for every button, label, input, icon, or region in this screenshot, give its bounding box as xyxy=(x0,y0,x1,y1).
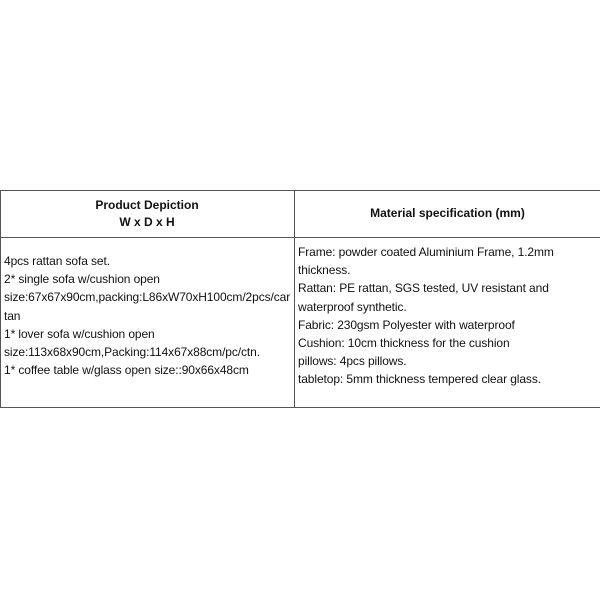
material-line: Frame: powder coated Aluminium Frame, 1.2mm xyxy=(298,245,554,259)
material-header-cell xyxy=(295,190,600,237)
product-header-title: Product Depiction xyxy=(95,197,199,212)
header-divider xyxy=(0,237,600,238)
product-line: size:67x67x90cm,packing:L86xW70xH100cm/2pcs/car xyxy=(4,290,291,305)
material-line: Rattan: PE rattan, SGS tested, UV resistant and xyxy=(298,281,549,296)
product-line: tan xyxy=(4,308,21,323)
material-line: Fabric: 230gsm Polyester with waterproof xyxy=(298,317,515,332)
material-header-title: Material specification (mm) xyxy=(370,206,525,220)
product-line: size:113x68x90cm,Packing:114x67x88cm/pc/ctn. xyxy=(4,345,260,360)
material-line: tabletop: 5mm thickness tempered clear glass. xyxy=(298,372,541,387)
product-header-subtitle: W x D x H xyxy=(119,214,175,229)
material-line: waterproof synthetic. xyxy=(298,299,407,314)
product-line: 1* coffee table w/glass open size::90x66x48cm xyxy=(4,363,249,378)
material-specification-cell xyxy=(298,243,598,389)
material-line: thickness. xyxy=(298,263,351,278)
table-bottom-border xyxy=(0,407,600,408)
product-line: 4pcs rattan sofa set. xyxy=(4,254,110,268)
material-line: Cushion: 10cm thickness for the cushion xyxy=(298,336,510,351)
product-description-cell xyxy=(4,252,292,379)
product-header-cell xyxy=(0,190,294,237)
material-line: pillows: 4pcs pillows. xyxy=(298,354,407,369)
product-line: 1* lover sofa w/cushion open xyxy=(4,326,155,341)
product-line: 2* single sofa w/cushion open xyxy=(4,272,160,287)
spec-table xyxy=(0,190,600,408)
